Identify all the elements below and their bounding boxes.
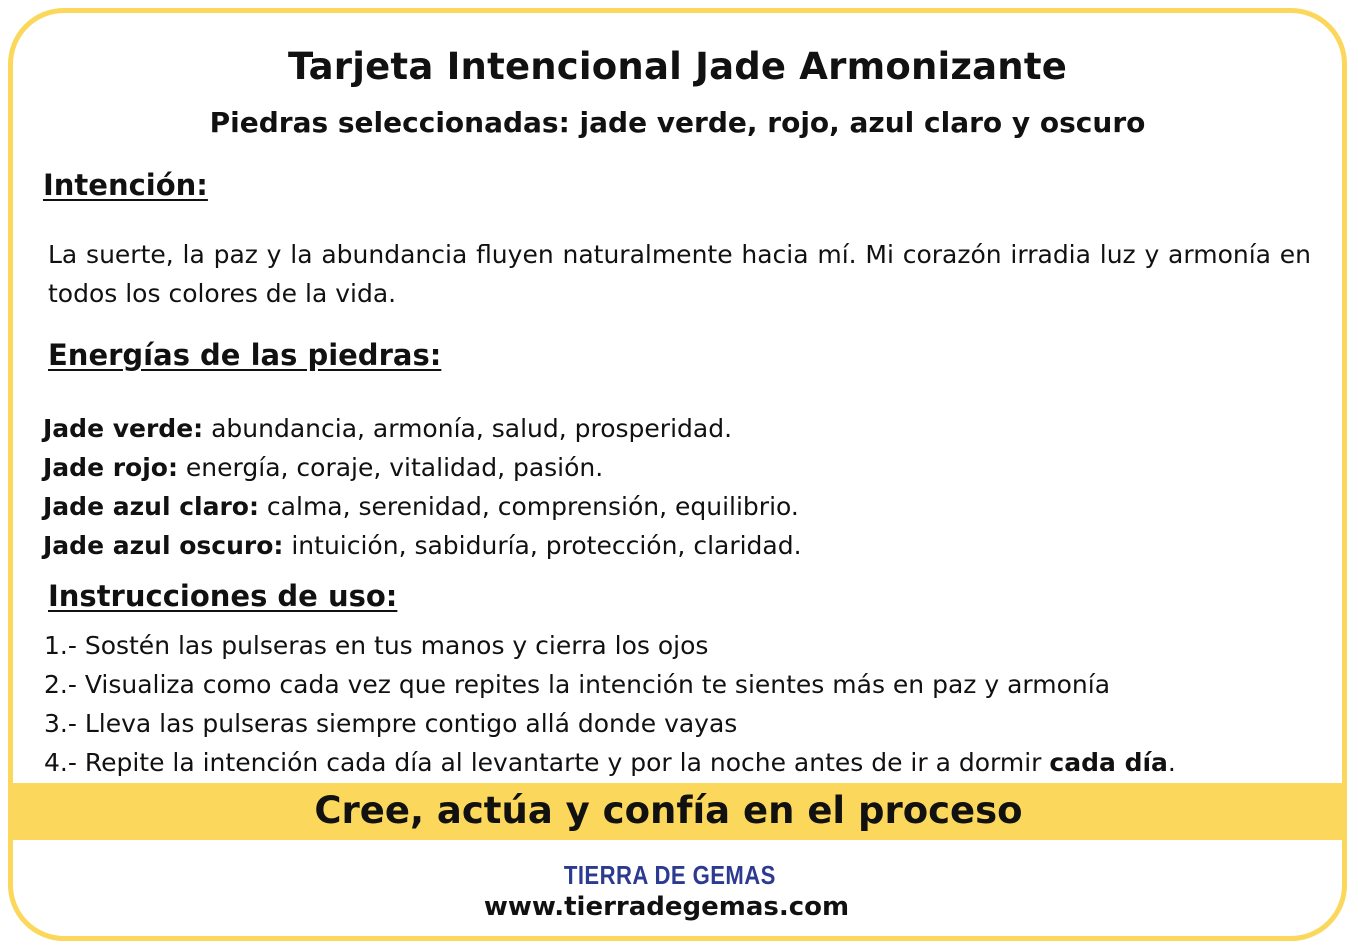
energy-description: energía, coraje, vitalidad, pasión.	[177, 453, 604, 482]
energy-item-dark-blue	[43, 526, 802, 565]
instructions-heading: Instrucciones de uso:	[48, 579, 398, 613]
intention-heading: Intención:	[43, 168, 208, 202]
intention-card	[8, 8, 1347, 941]
instruction-step-4-emphasis: cada día	[1049, 748, 1168, 777]
energy-description: abundancia, armonía, salud, prosperidad.	[203, 414, 733, 443]
instructions-list	[44, 626, 1176, 782]
energy-stone-label: Jade rojo:	[43, 453, 178, 482]
motto-text: Cree, actúa y confía en el proceso	[314, 789, 1023, 832]
instruction-step-1: 1.- Sostén las pulseras en tus manos y cierra los ojos	[44, 631, 709, 660]
card-title: Tarjeta Intencional Jade Armonizante	[287, 45, 1068, 88]
intention-text: La suerte, la paz y la abundancia fluyen naturalmente hacia mí. Mi corazón irradia luz y armonía en todos los colores de la vida.	[48, 240, 1311, 308]
instruction-step-4-text: 4.- Repite la intención cada día al levantarte y por la noche antes de ir a dormir	[44, 748, 1050, 777]
energy-stone-label: Jade verde:	[43, 414, 204, 443]
instruction-step-2: 2.- Visualiza como cada vez que repites la intención te sientes más en paz y armonía	[44, 670, 1111, 699]
energy-item-green	[43, 409, 802, 448]
energy-item-red	[43, 448, 802, 487]
website-link[interactable]: www.tierradegemas.com	[483, 892, 850, 922]
instruction-step-4-end: .	[1167, 748, 1176, 777]
energy-item-light-blue	[43, 487, 802, 526]
energies-heading: Energías de las piedras:	[48, 338, 442, 372]
instruction-step-3: 3.- Lleva las pulseras siempre contigo allá donde vayas	[44, 709, 738, 738]
energy-stone-label: Jade azul oscuro:	[43, 531, 284, 560]
card-subtitle: Piedras seleccionadas: jade verde, rojo, azul claro y oscuro	[209, 106, 1146, 139]
brand-logo-text: TIERRA DE GEMAS	[563, 860, 776, 890]
motto-banner	[13, 783, 1342, 840]
energy-stone-label: Jade azul claro:	[43, 492, 259, 521]
instruction-step-4	[44, 743, 1176, 782]
energy-description: calma, serenidad, comprensión, equilibrio.	[258, 492, 799, 521]
energy-description: intuición, sabiduría, protección, claridad.	[283, 531, 802, 560]
energies-list	[43, 409, 802, 565]
